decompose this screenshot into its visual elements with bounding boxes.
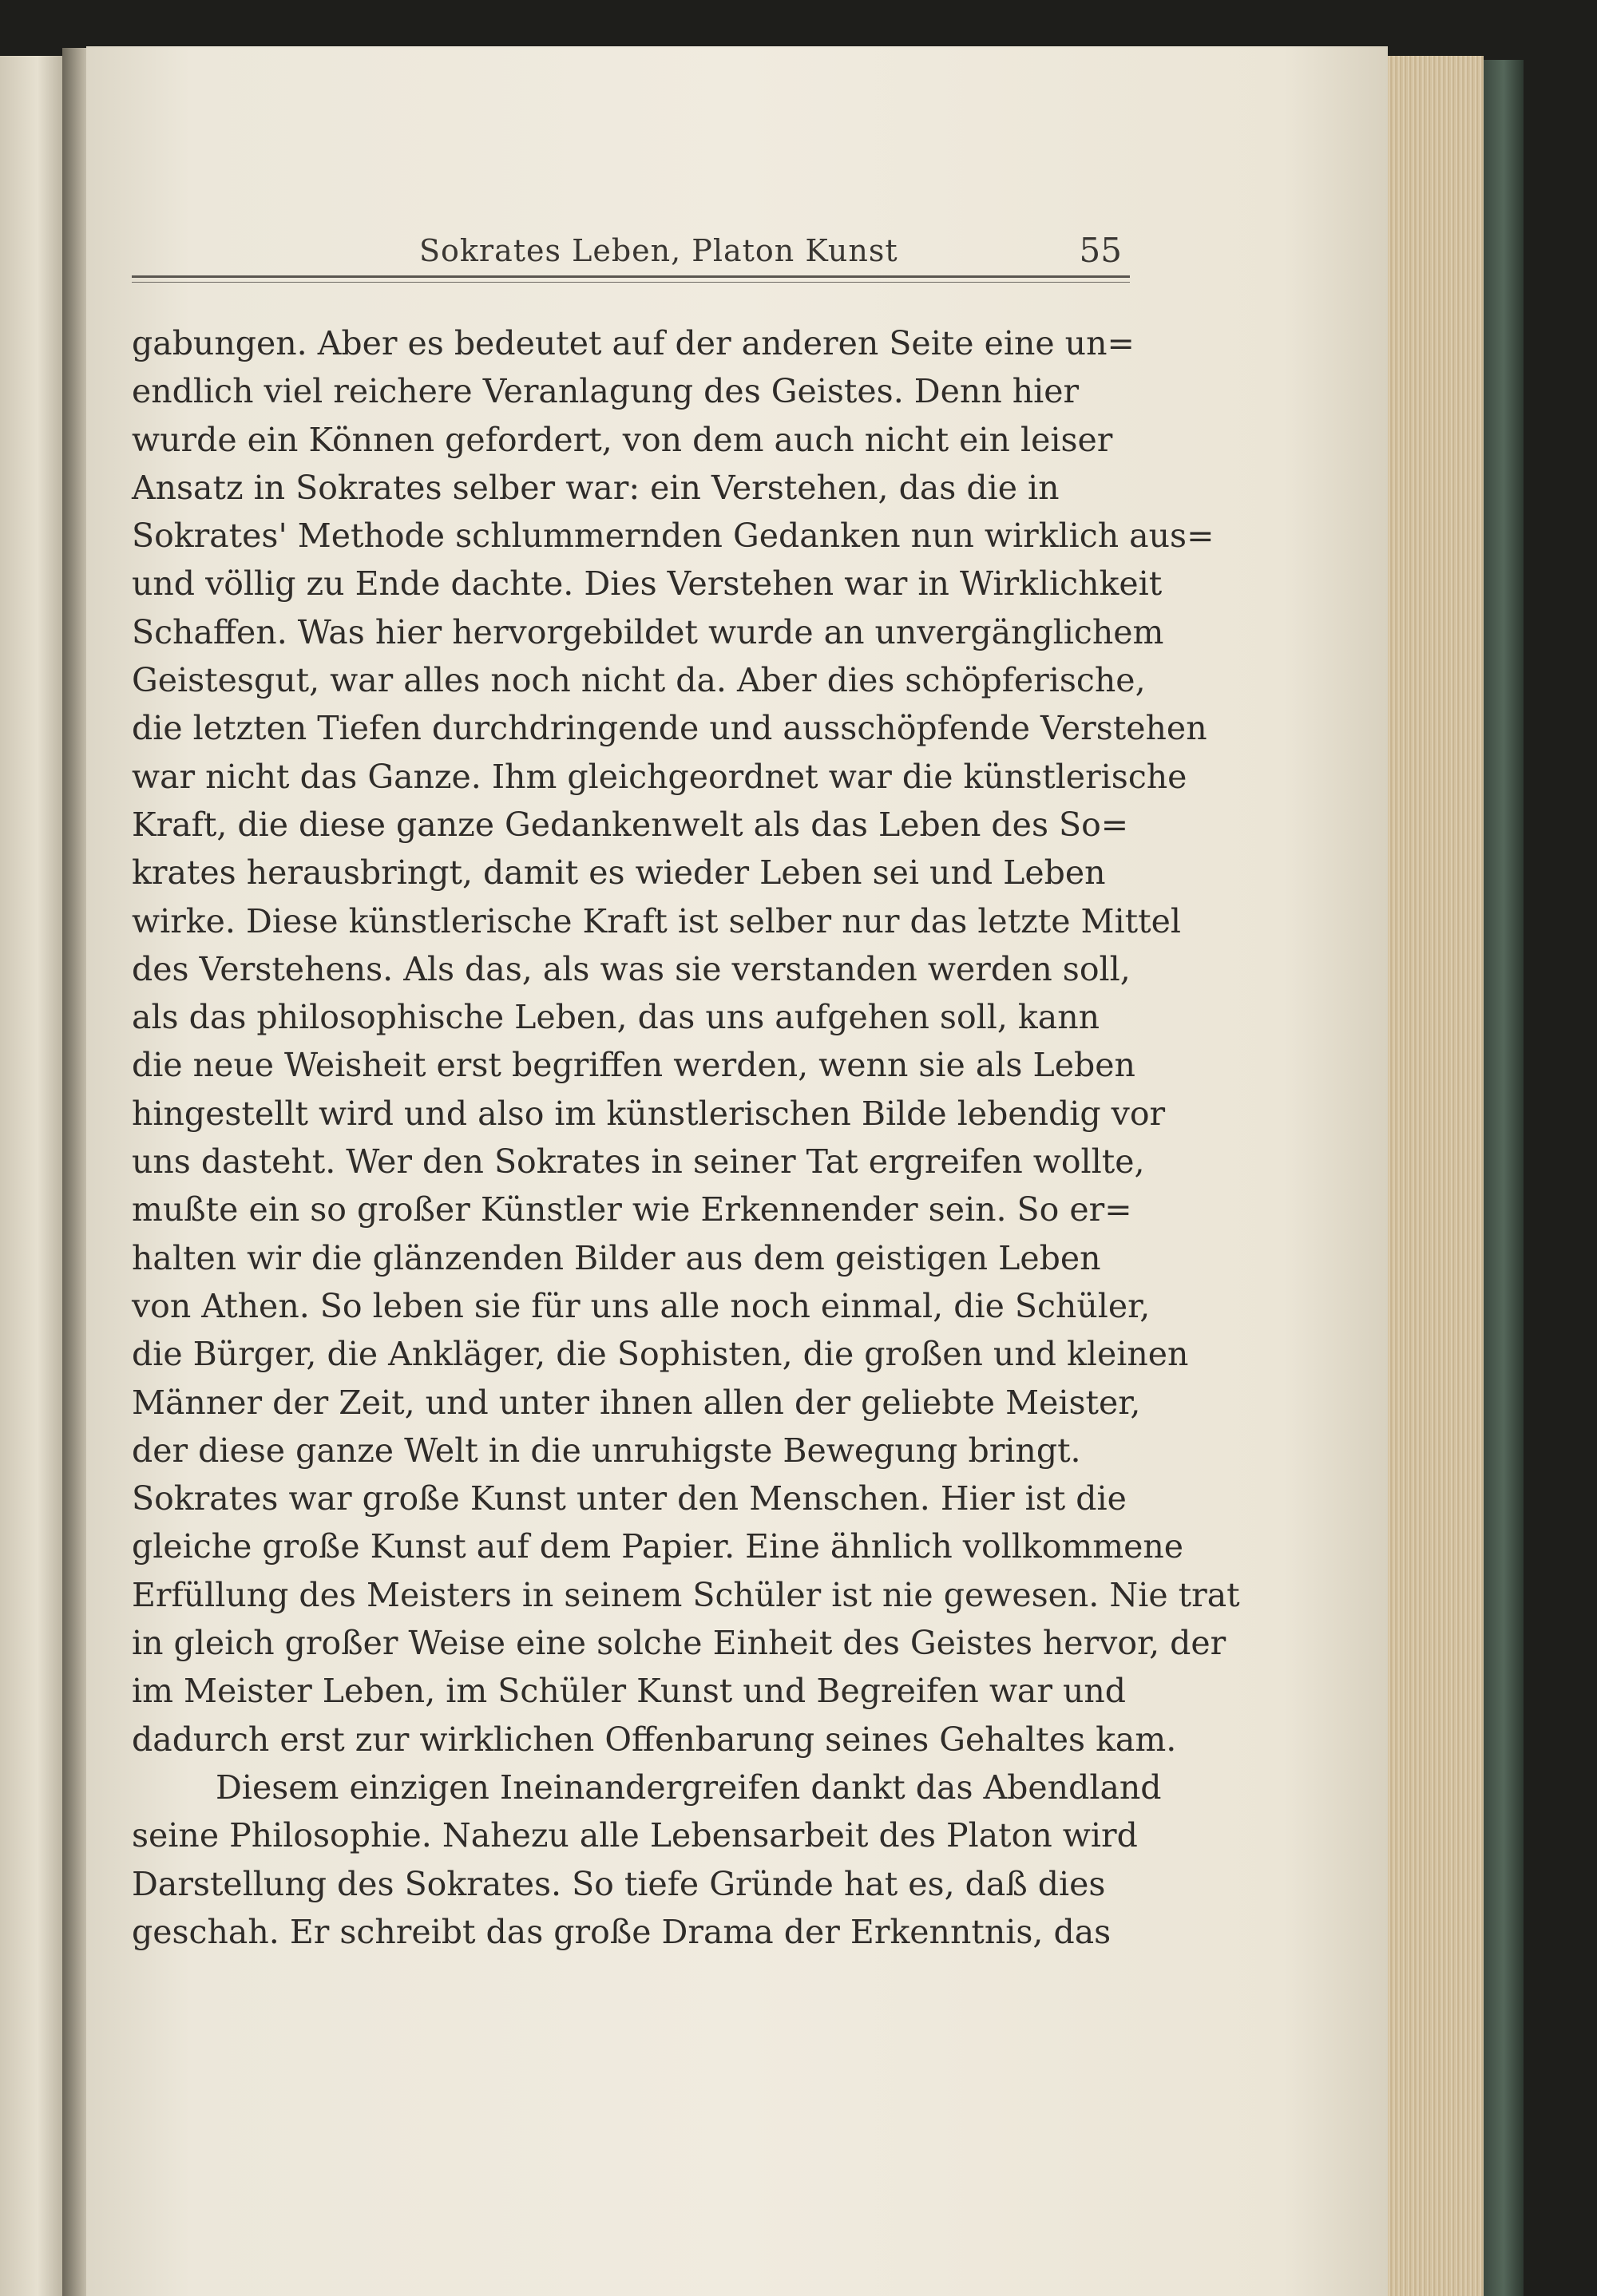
text-line: gabungen. Aber es bedeutet auf der anderen Seite eine un= — [132, 324, 1135, 362]
previous-page-edge — [0, 56, 62, 2296]
text-line: krates herausbringt, damit es wieder Leben sei und Leben — [132, 853, 1106, 893]
running-title: Sokrates Leben, Platon Kunst — [419, 233, 898, 268]
header-rule-thin — [132, 282, 1130, 283]
text-line: Darstellung des Sokrates. So tiefe Gründe hat es, daß dies — [132, 1864, 1106, 1903]
text-line: Sokrates war große Kunst unter den Menschen. Hier ist die — [132, 1479, 1127, 1518]
text-line: Ansatz in Sokrates selber war: ein Verstehen, das die in — [132, 468, 1060, 507]
text-line: uns dasteht. Wer den Sokrates in seiner Tat ergreifen wollte, — [132, 1142, 1145, 1182]
text-line: geschah. Er schreibt das große Drama der Erkenntnis, das — [132, 1912, 1112, 1951]
text-line: seine Philosophie. Nahezu alle Lebensarbeit des Platon wird — [132, 1816, 1138, 1855]
text-line: Geistesgut, war alles noch nicht da. Aber dies schöpferische, — [132, 661, 1146, 700]
book-gutter — [62, 48, 89, 2296]
paragraph-start-line: Diesem einzigen Ineinandergreifen dankt das Abendland — [216, 1768, 1162, 1807]
text-line: war nicht das Ganze. Ihm gleichgeordnet war die künstlerische — [132, 757, 1187, 796]
text-line: wirke. Diese künstlerische Kraft ist selber nur das letzte Mittel — [132, 901, 1181, 940]
text-line: Erfüllung des Meisters in seinem Schüler ist nie gewesen. Nie trat — [132, 1575, 1240, 1614]
text-line: wurde ein Können gefordert, von dem auch nicht ein leiser — [132, 420, 1113, 459]
text-line: der diese ganze Welt in die unruhigste Bewegung bringt. — [132, 1431, 1081, 1470]
header-rule — [132, 275, 1130, 278]
text-line: als das philosophische Leben, das uns aufgehen soll, kann — [132, 998, 1100, 1037]
text-line: Sokrates' Methode schlummernden Gedanken nun wirklich aus= — [132, 517, 1215, 556]
text-line: die Bürger, die Ankläger, die Sophisten, die großen und kleinen — [132, 1335, 1189, 1374]
text-line: des Verstehens. Als das, als was sie verstanden werden soll, — [132, 949, 1131, 988]
text-line: und völlig zu Ende dachte. Dies Verstehen war in Wirklichkeit — [132, 564, 1163, 604]
page-block-edge — [1388, 56, 1484, 2296]
text-line: von Athen. So leben sie für uns alle noch einmal, die Schüler, — [132, 1286, 1151, 1325]
text-line: Kraft, die diese ganze Gedankenwelt als das Leben des So= — [132, 805, 1129, 844]
text-line: die neue Weisheit erst begriffen werden, wenn sie als Leben — [132, 1046, 1135, 1085]
running-header — [132, 227, 1130, 275]
text-line: hingestellt wird und also im künstlerischen Bilde lebendig vor — [132, 1094, 1166, 1133]
text-line: Männer der Zeit, und unter ihnen allen der geliebte Meister, — [132, 1383, 1141, 1422]
body-text — [132, 319, 1240, 1956]
text-line: in gleich großer Weise eine solche Einheit des Geistes hervor, der — [132, 1624, 1226, 1663]
text-line: dadurch erst zur wirklichen Offenbarung seines Gehaltes kam. — [132, 1720, 1177, 1759]
book-cover-edge — [1484, 60, 1524, 2296]
page-number: 55 — [1079, 231, 1122, 270]
text-line: halten wir die glänzenden Bilder aus dem geistigen Leben — [132, 1238, 1101, 1277]
text-line: Schaffen. Was hier hervorgebildet wurde an unvergänglichem — [132, 612, 1164, 651]
text-line: im Meister Leben, im Schüler Kunst und Begreifen war und — [132, 1672, 1127, 1711]
text-line: mußte ein so großer Künstler wie Erkennender sein. So er= — [132, 1190, 1132, 1229]
text-line: endlich viel reichere Veranlagung des Geistes. Denn hier — [132, 372, 1080, 411]
text-line: gleiche große Kunst auf dem Papier. Eine ähnlich vollkommene — [132, 1527, 1184, 1566]
text-line: die letzten Tiefen durchdringende und ausschöpfende Verstehen — [132, 709, 1207, 748]
